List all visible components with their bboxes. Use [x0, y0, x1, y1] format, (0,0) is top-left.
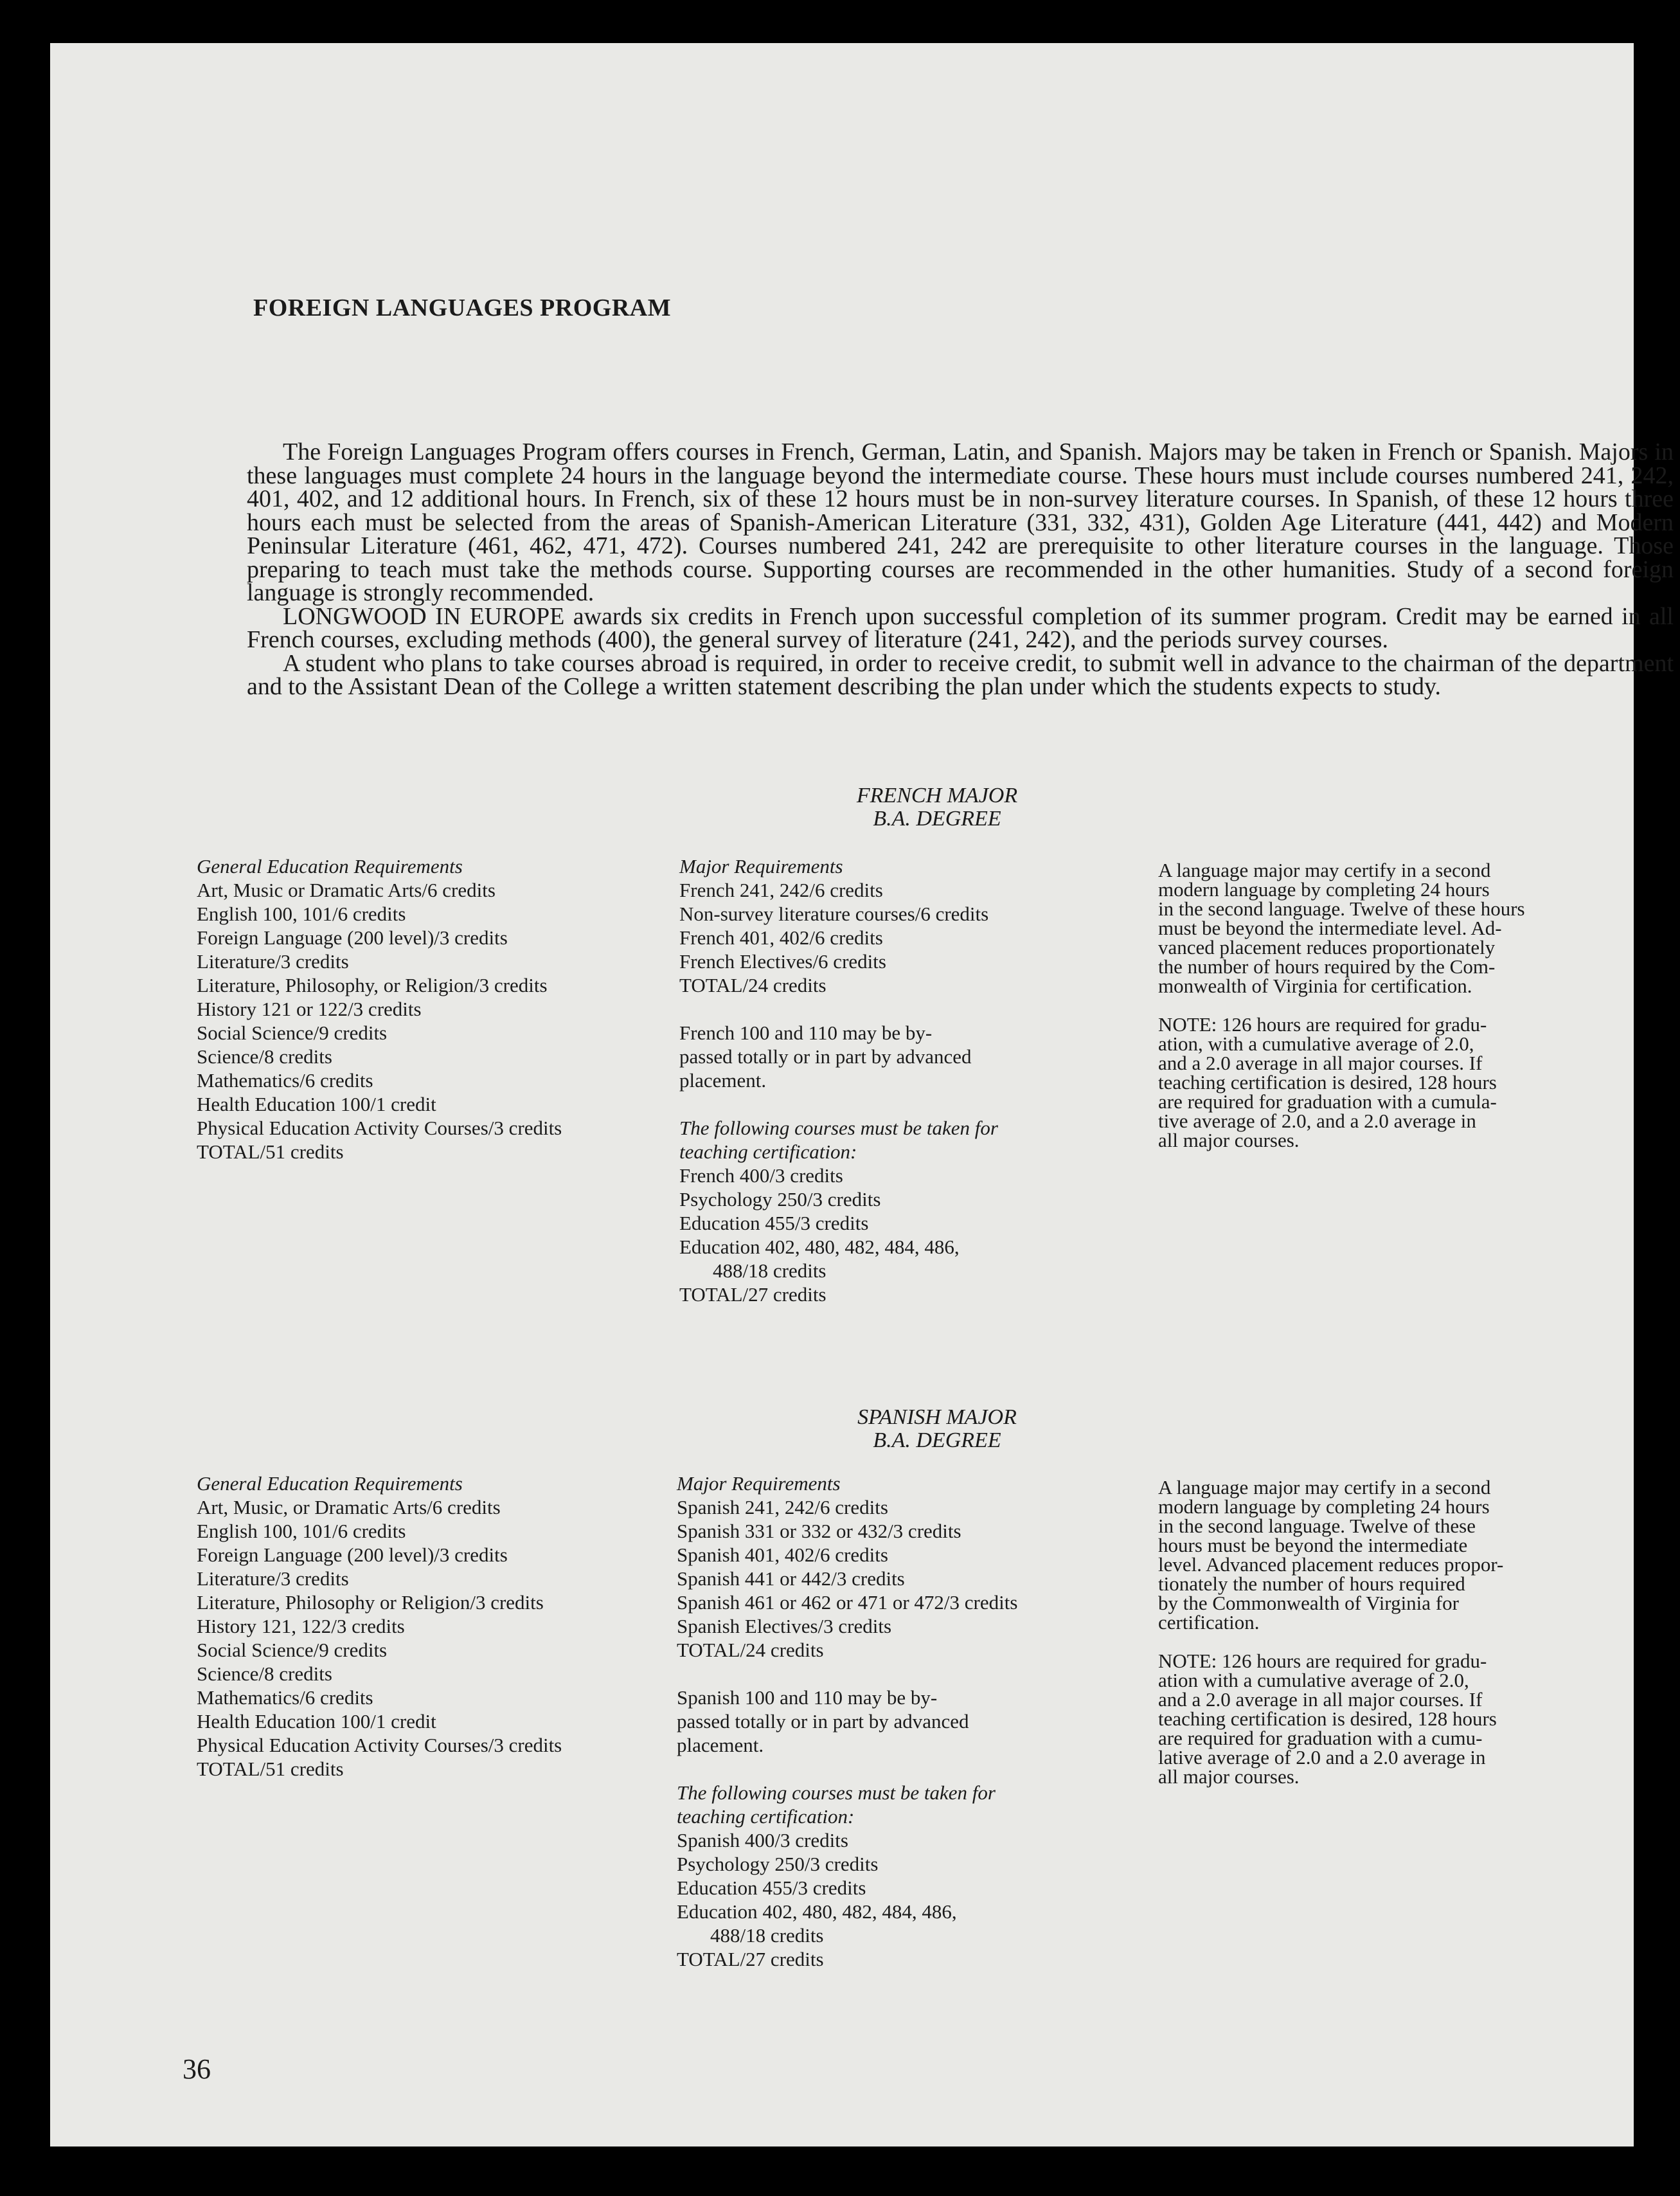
note-line: and a 2.0 average in all major courses. If [1158, 1052, 1483, 1074]
list-item: Literature, Philosophy or Religion/3 credits [197, 1591, 544, 1614]
spanish-major-title: SPANISH MAJOR [857, 1405, 1017, 1429]
list-item: Spanish 441 or 442/3 credits [677, 1567, 905, 1590]
list-item: Spanish 400/3 credits [677, 1829, 848, 1851]
bypass-note: Spanish 100 and 110 may be by- [677, 1686, 938, 1709]
note-line: vanced placement reduces proportionately [1158, 936, 1496, 959]
spanish-notes-column [1158, 1478, 1503, 1787]
note-line: A language major may certify in a second [1158, 859, 1491, 881]
note-line: and a 2.0 average in all major courses. If [1158, 1688, 1483, 1711]
french-major-title: FRENCH MAJOR [856, 784, 1018, 807]
note-line: by the Commonwealth of Virginia for [1158, 1592, 1459, 1614]
list-item: Science/8 credits [197, 1662, 332, 1685]
list-item: 488/18 credits [713, 1259, 827, 1282]
note-line: are required for graduation with a cumu- [1158, 1727, 1483, 1749]
note-line: lative average of 2.0 and a 2.0 average in [1158, 1746, 1486, 1769]
bypass-note: passed totally or in part by advanced [679, 1045, 972, 1068]
list-item: Social Science/9 credits [197, 1639, 388, 1661]
list-item: French 401, 402/6 credits [679, 926, 883, 949]
note-line: A language major may certify in a second [1158, 1476, 1491, 1498]
spanish-gen-ed-column [197, 1472, 562, 1781]
note-line: NOTE: 126 hours are required for gradu- [1158, 1650, 1487, 1672]
bypass-note: placement. [679, 1069, 767, 1092]
note-line: NOTE: 126 hours are required for gradu- [1158, 1013, 1487, 1036]
note-line: hours must be beyond the intermediate [1158, 1534, 1468, 1556]
certification-heading: teaching certification: [679, 1140, 857, 1163]
note-line: ation with a cumulative average of 2.0, [1158, 1669, 1469, 1691]
intro-paragraph: LONGWOOD IN EUROPE awards six credits in French upon successful completion of its summer program. Credit may be earned in all French courses, excluding methods (400), the general survey of literature (241, 242), and the periods survey courses. [247, 602, 1674, 653]
list-item: Art, Music, or Dramatic Arts/6 credits [197, 1496, 501, 1518]
french-notes-column [1158, 861, 1525, 1150]
note-line: all major courses. [1158, 1765, 1300, 1788]
bypass-note: French 100 and 110 may be by- [679, 1022, 933, 1044]
major-requirements-heading: Major Requirements [677, 1472, 841, 1495]
gen-ed-heading: General Education Requirements [197, 1472, 463, 1495]
list-item: Education 402, 480, 482, 484, 486, [677, 1900, 957, 1923]
list-item: 488/18 credits [710, 1924, 824, 1947]
note-line: modern language by completing 24 hours [1158, 1495, 1490, 1518]
list-item: English 100, 101/6 credits [197, 903, 406, 925]
list-item: French Electives/6 credits [679, 950, 886, 973]
major-requirements-heading: Major Requirements [679, 855, 843, 878]
french-major-column [679, 854, 998, 1306]
note-line: certification. [1158, 1611, 1260, 1634]
note-line: teaching certification is desired, 128 hours [1158, 1071, 1497, 1094]
list-item: Spanish 461 or 462 or 471 or 472/3 credits [677, 1591, 1018, 1614]
list-item: Science/8 credits [197, 1045, 332, 1068]
note-line: must be beyond the intermediate level. Ad- [1158, 917, 1502, 939]
list-item: Foreign Language (200 level)/3 credits [197, 926, 508, 949]
list-item: Non-survey literature courses/6 credits [679, 903, 989, 925]
list-item: TOTAL/27 credits [679, 1283, 827, 1306]
note-line: teaching certification is desired, 128 hours [1158, 1707, 1497, 1730]
list-item: Spanish Electives/3 credits [677, 1615, 892, 1637]
list-item: Health Education 100/1 credit [197, 1710, 436, 1733]
note-line: ation, with a cumulative average of 2.0, [1158, 1032, 1474, 1055]
spanish-major-column [677, 1472, 1017, 1971]
note-line: the number of hours required by the Com- [1158, 955, 1496, 978]
list-item: History 121, 122/3 credits [197, 1615, 405, 1637]
list-item: Art, Music or Dramatic Arts/6 credits [197, 879, 496, 901]
intro-paragraph: The Foreign Languages Program offers courses in French, German, Latin, and Spanish. Majors may be taken in French or Spanish. Majors in these languages must complete 24 hours in the language beyond the intermediate course. These hours must include courses numbered 241, 242, 401, 402, and 12 additional hours. In French, six of these 12 hours must be in non-survey literature courses. In Spanish, of these 12 hours three hours each must be selected from the areas of Spanish-American Literature (331, 332, 431), Golden Age Literature (441, 442) and Modern Peninsular Literature (461, 462, 471, 472). Courses numbered 241, 242 are prerequisite to other literature courses in the language. Those preparing to teach must take the methods course. Supporting courses are recommended in the other humanities. Study of a second foreign language is strongly recommended. [247, 438, 1674, 606]
certification-heading: teaching certification: [677, 1805, 855, 1828]
french-gen-ed-column [197, 854, 562, 1164]
bypass-note: passed totally or in part by advanced [677, 1710, 969, 1733]
list-item: Literature/3 credits [197, 950, 349, 973]
list-item: Psychology 250/3 credits [679, 1188, 881, 1210]
list-item: Literature/3 credits [197, 1567, 349, 1590]
certification-heading: The following courses must be taken for [677, 1781, 996, 1804]
note-line: in the second language. Twelve of these hours [1158, 897, 1525, 920]
note-line: monwealth of Virginia for certification. [1158, 975, 1472, 997]
spanish-major-heading [693, 1406, 1181, 1452]
list-item: Foreign Language (200 level)/3 credits [197, 1544, 508, 1566]
page [50, 43, 1674, 2146]
list-item: Education 455/3 credits [679, 1212, 869, 1234]
french-degree-title: B.A. DEGREE [873, 807, 1001, 831]
note-line: are required for graduation with a cumula- [1158, 1090, 1497, 1113]
page-title: FOREIGN LANGUAGES PROGRAM [253, 294, 672, 321]
list-item: TOTAL/51 credits [197, 1758, 344, 1780]
page-number: 36 [183, 2053, 211, 2085]
list-item: Spanish 401, 402/6 credits [677, 1544, 888, 1566]
list-item: Psychology 250/3 credits [677, 1853, 879, 1875]
list-item: Social Science/9 credits [197, 1022, 388, 1044]
spanish-degree-title: B.A. DEGREE [873, 1428, 1001, 1452]
list-item: French 400/3 credits [679, 1164, 843, 1187]
note-line: level. Advanced placement reduces propor- [1158, 1553, 1504, 1576]
list-item: TOTAL/51 credits [197, 1140, 344, 1163]
gen-ed-heading: General Education Requirements [197, 855, 463, 878]
list-item: Physical Education Activity Courses/3 credits [197, 1117, 562, 1139]
intro-paragraph: A student who plans to take courses abroad is required, in order to receive credit, to submit well in advance to the chairman of the department and to the Assistant Dean of the College a written statement describing the plan under which the students expects to study. [247, 649, 1674, 700]
french-major-heading [693, 784, 1181, 831]
note-line: modern language by completing 24 hours [1158, 878, 1490, 901]
list-item: Spanish 241, 242/6 credits [677, 1496, 888, 1518]
list-item: History 121 or 122/3 credits [197, 998, 422, 1020]
intro-text [247, 440, 1674, 699]
list-item: Health Education 100/1 credit [197, 1093, 436, 1115]
bypass-note: placement. [677, 1734, 764, 1756]
note-line: tionately the number of hours required [1158, 1572, 1465, 1595]
list-item: Literature, Philosophy, or Religion/3 credits [197, 974, 548, 996]
certification-heading: The following courses must be taken for [679, 1117, 998, 1139]
note-line: tive average of 2.0, and a 2.0 average in [1158, 1110, 1476, 1132]
list-item: Mathematics/6 credits [197, 1686, 373, 1709]
list-item: French 241, 242/6 credits [679, 879, 883, 901]
list-item: TOTAL/24 credits [679, 974, 827, 996]
list-item: Education 455/3 credits [677, 1877, 866, 1899]
list-item: English 100, 101/6 credits [197, 1520, 406, 1542]
list-item: TOTAL/24 credits [677, 1639, 824, 1661]
note-line: all major courses. [1158, 1129, 1300, 1151]
list-item: Education 402, 480, 482, 484, 486, [679, 1236, 960, 1258]
note-line: in the second language. Twelve of these [1158, 1515, 1476, 1537]
list-item: TOTAL/27 credits [677, 1948, 824, 1970]
list-item: Mathematics/6 credits [197, 1069, 373, 1092]
list-item: Spanish 331 or 332 or 432/3 credits [677, 1520, 961, 1542]
list-item: Physical Education Activity Courses/3 credits [197, 1734, 562, 1756]
